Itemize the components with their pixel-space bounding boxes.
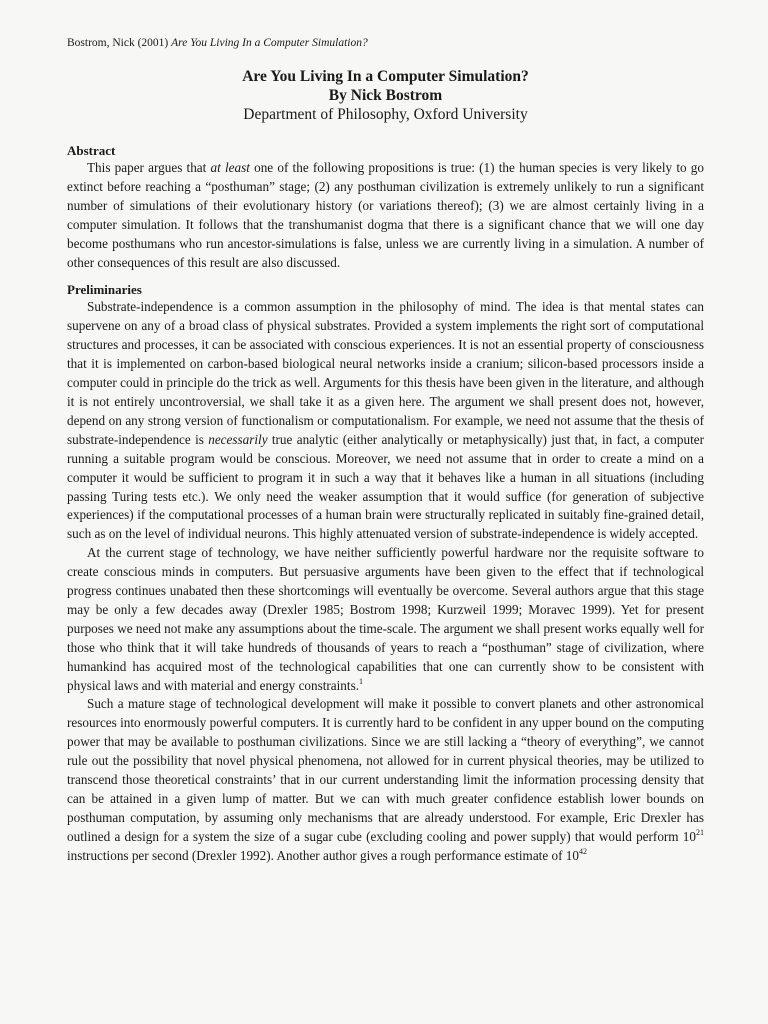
- prelim-p1-emphasis: necessarily: [208, 431, 268, 447]
- prelim-p3-text-a: Such a mature stage of technological development will make it possible to convert planets and other astronomical resources into enormously powerful computers. It is currently hard to be confident in any upper bound on the computing power that may be available to posthuman civilizations. Since we are still lacking a “theory of everything”, we cannot rule out the possibility that novel physical phenomena, not allowed for in current physical theories, may be utilized to transcend those theoretical constraints’ that in our current understanding limit the information processing density that can be attained in a given lump of matter. But we can with much greater confidence establish lower bounds on posthuman computation, by assuming only mechanisms that are already understood. For example, Eric Drexler has outlined a design for a system the size of a sugar cube (excluding cooling and power supply) that would perform 10: [67, 696, 704, 844]
- abstract-emphasis: at least: [210, 160, 250, 175]
- exponent-42: 42: [578, 846, 587, 856]
- running-header: [67, 36, 704, 50]
- exponent-21: 21: [696, 827, 704, 837]
- preliminaries-paragraph-2: [67, 544, 704, 695]
- prelim-p1-text-b: true analytic (either analytically or metaphysically) just that, in fact, a computer running a suitable program would be conscious. Moreover, we need not assume that in order to create a mind on a computer it would be sufficient to program it in such a way that it behaves like a human in all situations (including passing Turing tests etc.). We only need the weaker assumption that it would suffice (for generation of subjective experiences) if the computational processes of a human brain were structurally replicated in suitably fine-grained detail, such as on the level of individual neurons. This highly attenuated version of substrate-independence is widely accepted.: [67, 431, 704, 542]
- prelim-p2-text: At the current stage of technology, we have neither sufficiently powerful hardware nor the requisite software to create conscious minds in computers. But persuasive arguments have been given to the effect that if technological progress continues unabated then these shortcomings will eventually be overcome. Several authors argue that this stage may be only a few decades away (Drexler 1985; Bostrom 1998; Kurzweil 1999; Moravec 1999). Yet for present purposes we need not make any assumptions about the time-scale. The argument we shall present works equally well for those who think that it will take hundreds of thousands of years to reach a “posthuman” stage of civilization, where humankind has acquired most of the technological capabilities that one can currently show to be consistent with physical laws and with material and energy constraints.: [67, 545, 704, 693]
- abstract-heading: Abstract: [67, 143, 116, 158]
- header-citation-title: Are You Living In a Computer Simulation?: [171, 37, 368, 49]
- prelim-p1-text-a: Substrate-independence is a common assumption in the philosophy of mind. The idea is that mental states can supervene on any of a broad class of physical substrates. Provided a system implements the right sort of computational structures and processes, it can be associated with conscious experiences. It is not an essential property of consciousness that it is implemented on carbon-based biological neural networks inside a cranium; silicon-based processors inside a computer could in principle do the trick as well. Arguments for this thesis have been given in the literature, and although it is not entirely uncontroversial, we shall take it as a given here. The argument we shall present does not, however, depend on any strong version of functionalism or computationalism. For example, we need not assume that the thesis of substrate-independence is: [67, 299, 704, 447]
- paper-affiliation: Department of Philosophy, Oxford University: [243, 106, 528, 123]
- abstract-paragraph: [67, 159, 704, 272]
- paper-title: Are You Living In a Computer Simulation?: [242, 68, 529, 85]
- header-citation: Bostrom, Nick (2001): [67, 37, 172, 49]
- preliminaries-paragraph-3: [67, 695, 704, 865]
- paper-byline: By Nick Bostrom: [328, 87, 443, 104]
- footnote-marker-1[interactable]: 1: [359, 676, 363, 686]
- abstract-text-b: one of the following propositions is true: (1) the human species is very likely to go extinct before reaching a “posthuman” stage; (2) any posthuman civilization is extremely unlikely to run a significant number of simulations of their evolutionary history (or variations thereof); (3) we are almost certainly living in a computer simulation. It follows that the transhumanist dogma that there is a significant chance that we will one day become posthumans who run ancestor-simulations is false, unless we are currently living in a simulation. A number of other consequences of this result are also discussed.: [67, 160, 704, 270]
- prelim-p3-text-b: instructions per second (Drexler 1992). Another author gives a rough performance estimate of 10: [67, 847, 579, 863]
- preliminaries-paragraph-1: [67, 298, 704, 544]
- preliminaries-heading: Preliminaries: [67, 282, 142, 298]
- abstract-text-a: This paper argues that: [87, 160, 211, 175]
